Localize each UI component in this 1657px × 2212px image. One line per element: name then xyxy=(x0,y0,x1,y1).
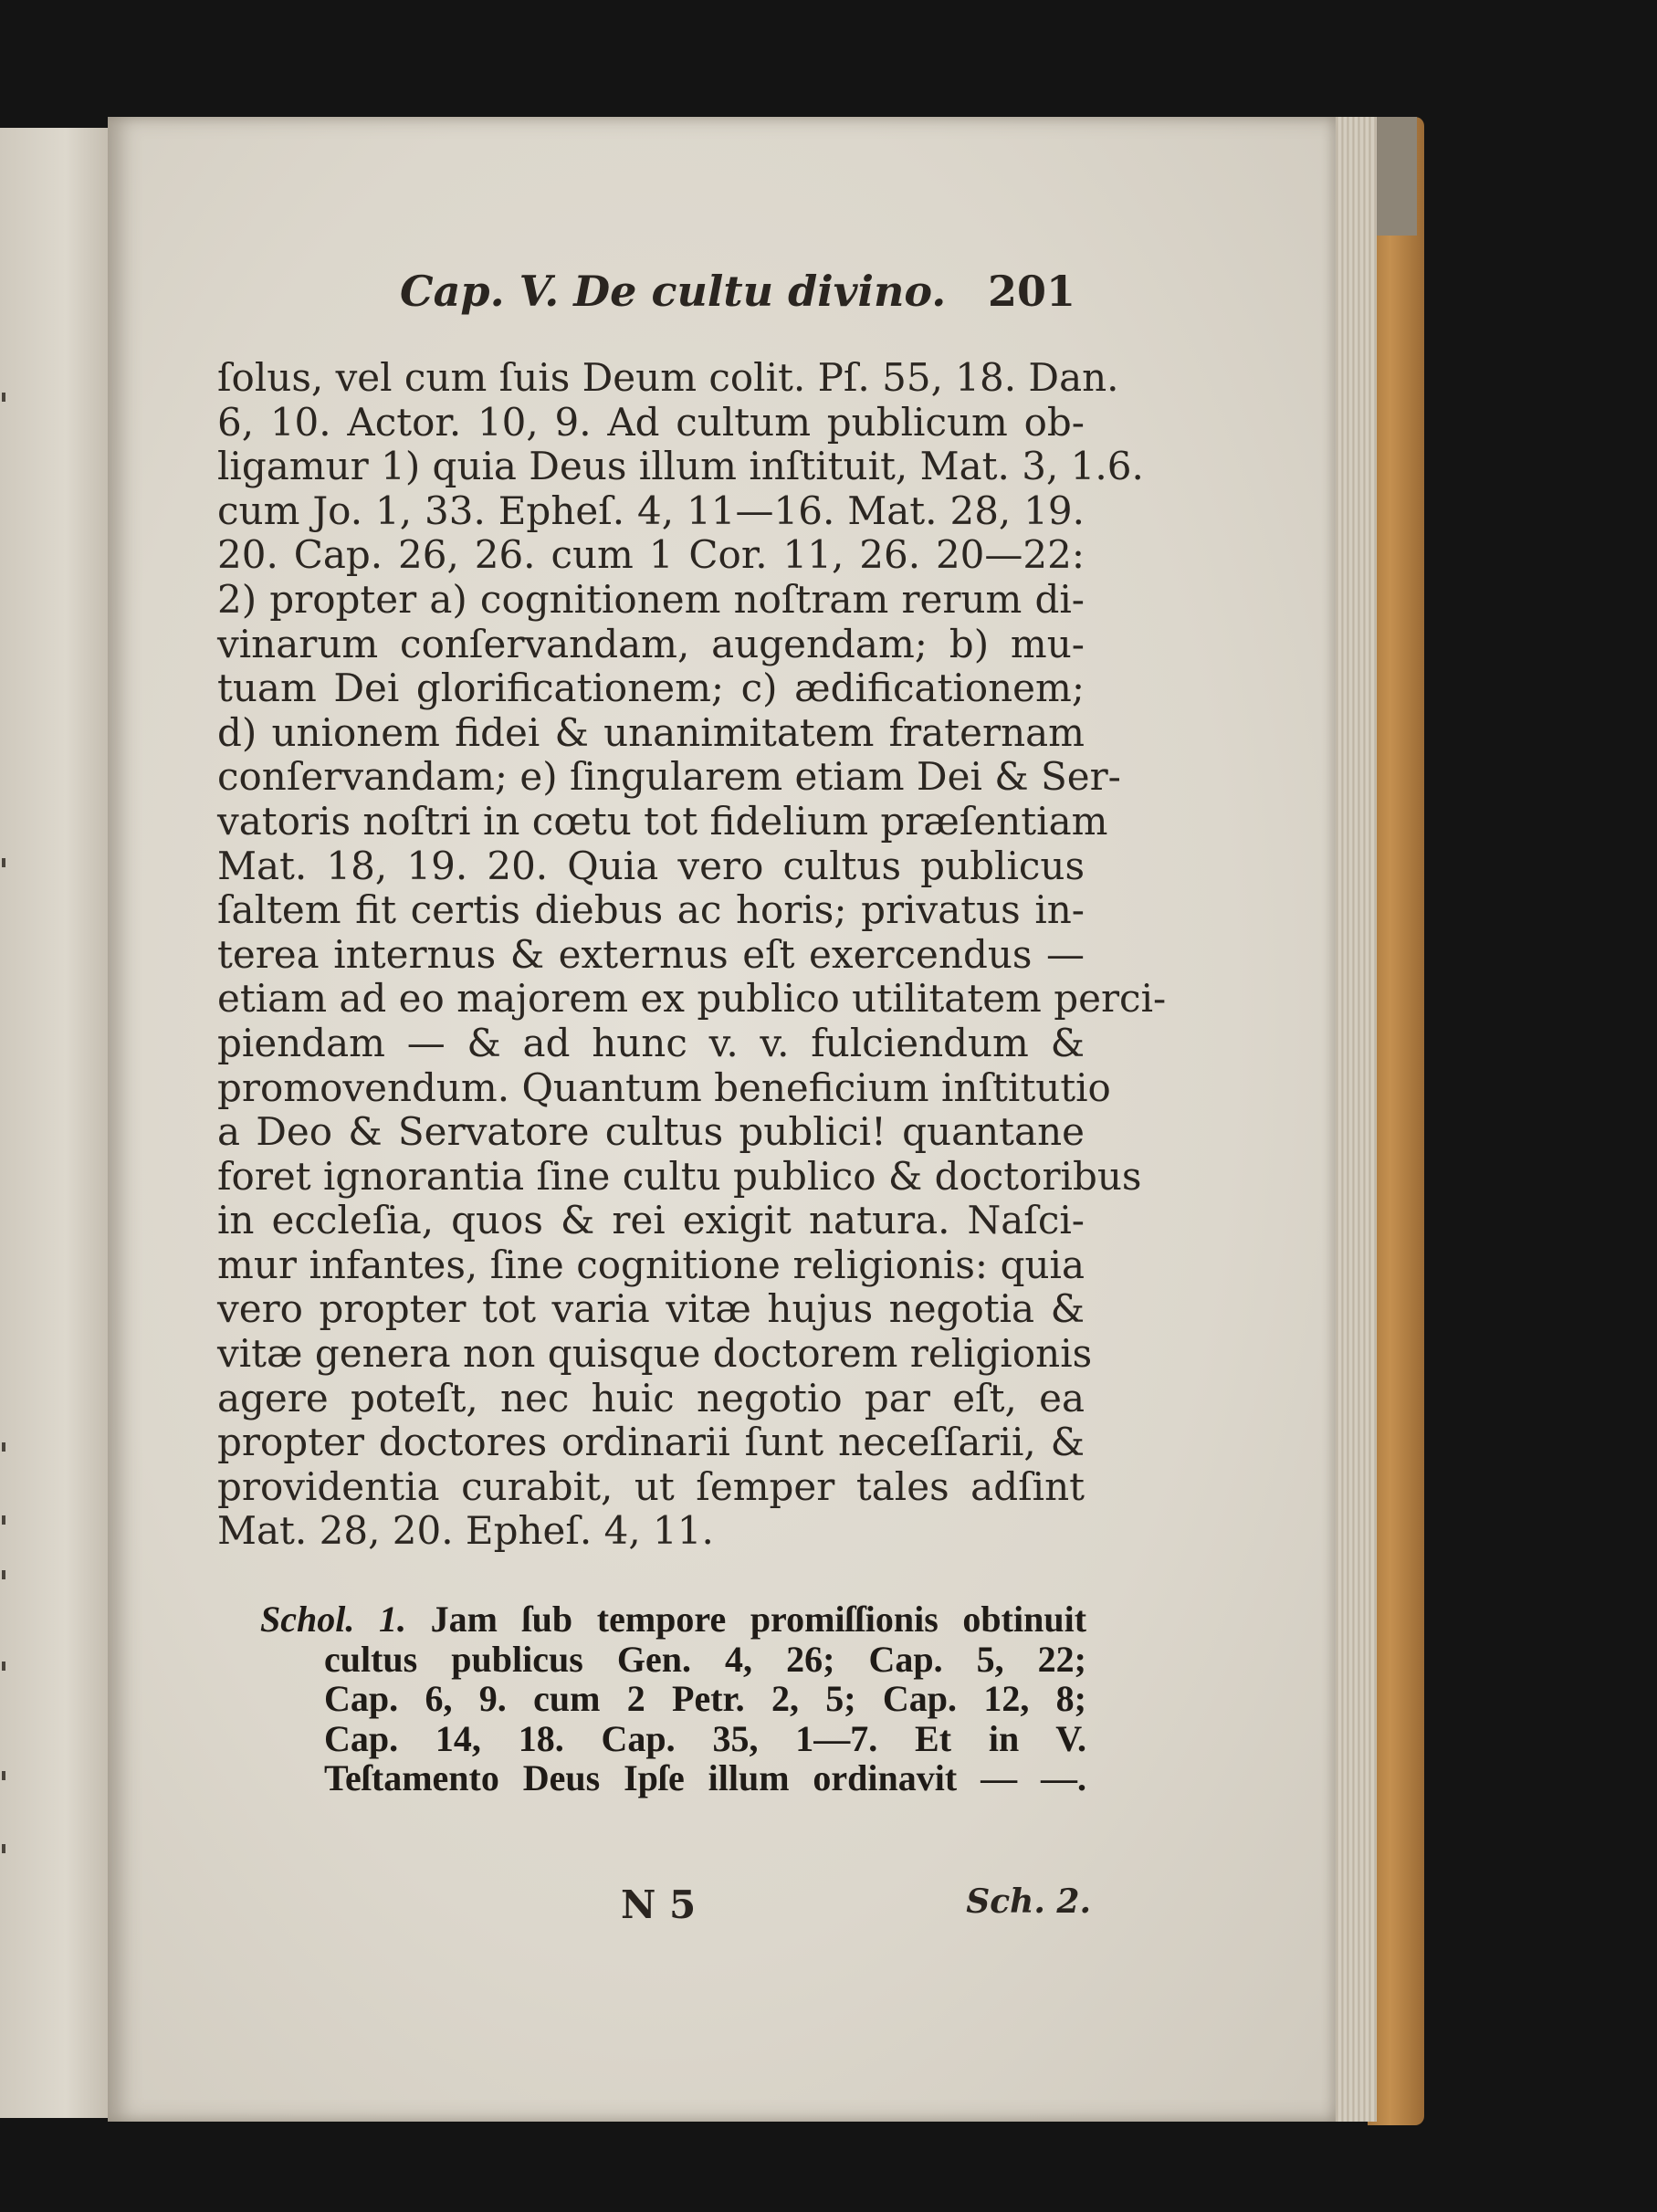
text-line: Mat. 18, 19. 20. Quia vero cultus publicus xyxy=(217,843,1085,888)
main-text-block xyxy=(217,355,1167,1554)
facing-page-edge xyxy=(0,128,112,2118)
running-header xyxy=(400,257,1075,321)
chapter-title: Cap. V. De cultu divino. xyxy=(400,267,947,316)
scholion-line: cultus publicus Gen. 4, 26; Cap. 5, 22; xyxy=(324,1638,1086,1680)
margin-mark xyxy=(2,1771,5,1780)
page-number: 201 xyxy=(987,267,1075,316)
text-line: cum Jo. 1, 33. Epheſ. 4, 11—16. Mat. 28, 19. xyxy=(217,487,1085,533)
text-line: propter doctores ordinarii ſunt neceſſarii, & xyxy=(217,1420,1085,1465)
margin-mark xyxy=(2,393,5,402)
text-line: Mat. 28, 20. Epheſ. 4, 11. xyxy=(217,1508,714,1554)
text-line: 2) propter a) cognitionem noſtram rerum di- xyxy=(217,576,1085,622)
text-line: vinarum conſervandam, augendam; b) mu- xyxy=(217,621,1085,666)
text-line: providentia curabit, ut ſemper tales adſint xyxy=(217,1463,1085,1509)
margin-mark xyxy=(2,1662,5,1671)
text-line: ligamur 1) quia Deus illum inſtituit, Mat. 3, 1.6. xyxy=(217,444,1144,489)
text-line: piendam — & ad hunc v. v. fulciendum & xyxy=(217,1020,1085,1065)
margin-mark xyxy=(2,858,5,867)
scholion-line: Cap. 6, 9. cum 2 Petr. 2, 5; Cap. 12, 8; xyxy=(324,1678,1086,1719)
scholion-line: Cap. 14, 18. Cap. 35, 1—7. Et in V. xyxy=(324,1717,1086,1759)
text-line: a Deo & Servatore cultus publici! quantane xyxy=(217,1109,1085,1155)
text-line: ſolus, vel cum ſuis Deum colit. Pſ. 55, 18. Dan. xyxy=(217,355,1119,400)
scholion-block xyxy=(260,1599,1086,1798)
text-line: vero propter tot varia vitæ hujus negotia & xyxy=(217,1286,1085,1332)
text-line: terea internus & externus eſt exercendus — xyxy=(217,931,1085,977)
text-line: vitæ genera non quisque doctorem religionis xyxy=(217,1331,1093,1377)
text-line: 20. Cap. 26, 26. cum 1 Cor. 11, 26. 20—22: xyxy=(217,532,1085,578)
text-line: foret ignorantia ſine cultu publico & doctoribus xyxy=(217,1153,1142,1199)
page-footer xyxy=(621,1882,1091,1937)
scholion-line: Teſtamento Deus Ipſe illum ordinavit — —. xyxy=(324,1757,1086,1798)
text-line: promovendum. Quantum beneficium inſtitutio xyxy=(217,1064,1111,1110)
text-line: vatoris noſtri in cœtu tot fidelium præſentiam xyxy=(217,798,1108,844)
scholion-label: Schol. 1. xyxy=(260,1599,406,1640)
scholion-first-line xyxy=(260,1599,1086,1640)
margin-mark xyxy=(2,1442,5,1452)
text-line: conſervandam; e) ſingularem etiam Dei & Ser- xyxy=(217,754,1121,800)
scholion-text: Jam ſub tempore promiſſionis obtinuit xyxy=(430,1599,1087,1640)
text-line: 6, 10. Actor. 10, 9. Ad cultum publicum ob- xyxy=(217,399,1085,445)
text-line: ſaltem fit certis diebus ac horis; privatus in- xyxy=(217,887,1085,933)
text-line: tuam Dei glorificationem; c) ædificationem; xyxy=(217,666,1085,711)
text-line: in eccleſia, quos & rei exigit natura. Naſci- xyxy=(217,1198,1085,1243)
text-line: mur infantes, ſine cognitione religionis: quia xyxy=(217,1242,1085,1287)
text-line: etiam ad eo majorem ex publico utilitatem perci- xyxy=(217,976,1167,1022)
margin-mark xyxy=(2,1570,5,1579)
margin-mark xyxy=(2,1515,5,1525)
margin-mark xyxy=(2,1844,5,1853)
signature-mark: N 5 xyxy=(621,1882,697,1927)
text-line: d) unionem fidei & unanimitatem fraternam xyxy=(217,709,1085,755)
catchword: Sch. 2. xyxy=(966,1882,1091,1921)
text-line: agere poteſt, nec huic negotio par eſt, ea xyxy=(217,1375,1085,1421)
